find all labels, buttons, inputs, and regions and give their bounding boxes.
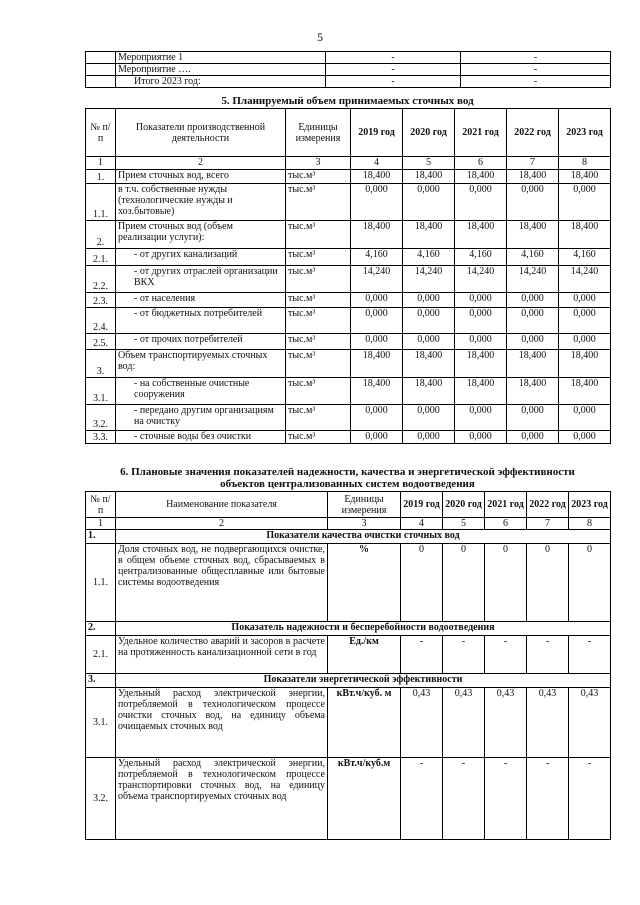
row-value: 18,400 <box>559 221 611 249</box>
row-value: 18,400 <box>455 350 507 378</box>
row-value: 0 <box>443 544 485 622</box>
top-row-value: - <box>461 64 611 76</box>
row-value: 0,000 <box>403 293 455 308</box>
row-value: 0,000 <box>507 293 559 308</box>
header-unit: Единицы измерения <box>328 492 401 518</box>
row-value: 0,43 <box>443 688 485 758</box>
row-value: - <box>443 758 485 840</box>
top-row-value: - <box>461 76 611 88</box>
row-value: 0,000 <box>403 334 455 350</box>
row-value: 0,000 <box>559 431 611 444</box>
row-value: 4,160 <box>455 249 507 266</box>
header-year: 2019 год <box>401 492 443 518</box>
row-value: 0,000 <box>455 431 507 444</box>
section5-row <box>86 266 611 293</box>
group-num: 3. <box>86 674 116 688</box>
section5-table <box>85 108 611 444</box>
row-value: 0,000 <box>403 431 455 444</box>
top-row-name: Мероприятие …. <box>116 64 326 76</box>
row-num: 1. <box>86 170 116 184</box>
header-num: № п/п <box>86 109 116 157</box>
row-value: 18,400 <box>403 378 455 405</box>
header-year: 2021 год <box>485 492 527 518</box>
section6-title-line1: 6. Плановые значения показателей надежности, качества и энергетической эффективности <box>120 466 575 478</box>
row-value: 0,000 <box>403 184 455 221</box>
row-value: 0,000 <box>351 431 403 444</box>
row-value: 0,43 <box>401 688 443 758</box>
section5-row <box>86 378 611 405</box>
row-value: 0 <box>485 544 527 622</box>
row-value: 0,000 <box>559 308 611 334</box>
row-value: 14,240 <box>351 266 403 293</box>
header-name: Показатели производственной деятельности <box>116 109 286 157</box>
row-value: 18,400 <box>351 221 403 249</box>
index-cell: 6 <box>455 157 507 170</box>
row-value: 18,400 <box>403 221 455 249</box>
header-num: № п/п <box>86 492 116 518</box>
index-cell: 8 <box>569 518 611 530</box>
row-value: - <box>485 636 527 674</box>
row-name: Удельное количество аварий и засоров в расчете на протяженность канализационной сети в год <box>116 636 328 674</box>
top-row-value: - <box>326 64 461 76</box>
top-row <box>86 76 611 88</box>
row-value: - <box>443 636 485 674</box>
section6-group-row <box>86 674 611 688</box>
top-row-value: - <box>461 52 611 64</box>
index-cell: 7 <box>527 518 569 530</box>
top-row <box>86 64 611 76</box>
header-unit: Единицы измерения <box>286 109 351 157</box>
header-year: 2022 год <box>507 109 559 157</box>
index-cell: 1 <box>86 157 116 170</box>
row-value: 18,400 <box>351 378 403 405</box>
top-summary-table <box>85 51 611 88</box>
index-cell: 4 <box>401 518 443 530</box>
row-value: 0,000 <box>351 184 403 221</box>
row-unit: тыс.м³ <box>286 266 351 293</box>
section6-group-row <box>86 530 611 544</box>
row-value: - <box>401 636 443 674</box>
row-unit: тыс.м³ <box>286 221 351 249</box>
section5-row <box>86 431 611 444</box>
row-value: 0,000 <box>507 184 559 221</box>
page-number: 5 <box>317 30 323 44</box>
section6-index-row <box>86 518 611 530</box>
row-value: 0,000 <box>455 184 507 221</box>
section5-title: 5. Планируемый объем принимаемых сточных вод <box>221 95 474 107</box>
row-value: 0,000 <box>351 293 403 308</box>
row-value: 4,160 <box>507 249 559 266</box>
row-name: - сточные воды без очистки <box>116 431 286 444</box>
index-cell: 3 <box>328 518 401 530</box>
section5-row <box>86 350 611 378</box>
row-value: - <box>401 758 443 840</box>
row-value: 0,43 <box>569 688 611 758</box>
row-value: 18,400 <box>559 350 611 378</box>
row-num: 2.4. <box>86 308 116 334</box>
row-unit: тыс.м³ <box>286 350 351 378</box>
section5-row <box>86 405 611 431</box>
section5-row <box>86 170 611 184</box>
row-value: - <box>569 636 611 674</box>
row-num: 3.1. <box>86 688 116 758</box>
row-unit: тыс.м³ <box>286 170 351 184</box>
section5-index-row <box>86 157 611 170</box>
row-num: 3.2. <box>86 758 116 840</box>
row-unit: тыс.м³ <box>286 378 351 405</box>
row-value: 0,000 <box>507 405 559 431</box>
row-value: 18,400 <box>455 378 507 405</box>
row-value: 0,000 <box>559 334 611 350</box>
row-num: 3.1. <box>86 378 116 405</box>
section6-row <box>86 544 611 622</box>
row-name: - от других отраслей организации ВКХ <box>116 266 286 293</box>
row-value: 18,400 <box>559 378 611 405</box>
row-value: 0 <box>569 544 611 622</box>
row-name: Прием сточных вод (объем реализации услуги): <box>116 221 286 249</box>
header-year: 2020 год <box>403 109 455 157</box>
row-unit: кВт.ч/куб. м <box>328 688 401 758</box>
row-value: 0,000 <box>351 334 403 350</box>
row-value: 0,43 <box>485 688 527 758</box>
row-value: 18,400 <box>351 170 403 184</box>
row-value: 0,000 <box>507 308 559 334</box>
row-value: 18,400 <box>507 221 559 249</box>
section5-row <box>86 334 611 350</box>
row-value: 0 <box>401 544 443 622</box>
row-unit: тыс.м³ <box>286 184 351 221</box>
row-name: - от бюджетных потребителей <box>116 308 286 334</box>
row-name: - на собственные очистные сооружения <box>116 378 286 405</box>
row-num: 2.1. <box>86 636 116 674</box>
group-num: 1. <box>86 530 116 544</box>
section6-row <box>86 688 611 758</box>
row-value: 0 <box>527 544 569 622</box>
row-value: 0,43 <box>527 688 569 758</box>
group-title: Показатель надежности и бесперебойности водоотведения <box>116 622 611 636</box>
row-unit: тыс.м³ <box>286 405 351 431</box>
section5-row <box>86 221 611 249</box>
row-value: 18,400 <box>455 170 507 184</box>
index-cell: 3 <box>286 157 351 170</box>
row-name: - от других канализаций <box>116 249 286 266</box>
row-num: 2.5. <box>86 334 116 350</box>
row-value: 14,240 <box>559 266 611 293</box>
row-value: 14,240 <box>455 266 507 293</box>
top-row-name: Итого 2023 год: <box>116 76 326 88</box>
row-num: 1.1. <box>86 184 116 221</box>
index-cell: 5 <box>443 518 485 530</box>
row-value: 18,400 <box>507 170 559 184</box>
row-value: 0,000 <box>559 184 611 221</box>
row-num: 3. <box>86 350 116 378</box>
row-name: Удельный расход электрической энергии, потребляемой в технологическом процессе очистки сточных вод, на единицу объема очищаемых сточных вод <box>116 688 328 758</box>
section6-header-row <box>86 492 611 518</box>
row-unit: тыс.м³ <box>286 308 351 334</box>
group-num: 2. <box>86 622 116 636</box>
row-num: 1.1. <box>86 544 116 622</box>
group-title: Показатели энергетической эффективности <box>116 674 611 688</box>
top-row <box>86 52 611 64</box>
row-name: Удельный расход электрической энергии, потребляемой в технологическом процессе транспортировки сточных вод, на единицу объема транспортируемых сточных вод <box>116 758 328 840</box>
index-cell: 7 <box>507 157 559 170</box>
index-cell: 2 <box>116 157 286 170</box>
row-num: 3.2. <box>86 405 116 431</box>
row-value: 18,400 <box>559 170 611 184</box>
row-num: 3.3. <box>86 431 116 444</box>
row-name: - от населения <box>116 293 286 308</box>
section5-row <box>86 249 611 266</box>
row-num: 2. <box>86 221 116 249</box>
section6-title-line2: объектов централизованных систем водоотведения <box>220 478 475 490</box>
row-value: - <box>569 758 611 840</box>
row-value: 0,000 <box>351 405 403 431</box>
index-cell: 2 <box>116 518 328 530</box>
row-name: Доля сточных вод, не подвергающихся очистке, в общем объеме сточных вод, сбрасываемых в централизованные общесплавные или бытовые системы водоотведения <box>116 544 328 622</box>
header-year: 2023 год <box>559 109 611 157</box>
row-value: 18,400 <box>351 350 403 378</box>
index-cell: 1 <box>86 518 116 530</box>
row-value: 0,000 <box>403 405 455 431</box>
header-year: 2023 год <box>569 492 611 518</box>
header-year: 2019 год <box>351 109 403 157</box>
section5-row <box>86 184 611 221</box>
header-year: 2021 год <box>455 109 507 157</box>
row-value: 18,400 <box>403 170 455 184</box>
row-unit: тыс.м³ <box>286 334 351 350</box>
row-unit: Ед./км <box>328 636 401 674</box>
row-num: 2.1. <box>86 249 116 266</box>
row-value: 4,160 <box>559 249 611 266</box>
row-name: - передано другим организациям на очистку <box>116 405 286 431</box>
section6-group-row <box>86 622 611 636</box>
row-num: 2.3. <box>86 293 116 308</box>
section5-header-row <box>86 109 611 157</box>
row-unit: кВт.ч/куб.м <box>328 758 401 840</box>
row-value: - <box>527 636 569 674</box>
row-value: - <box>485 758 527 840</box>
group-title: Показатели качества очистки сточных вод <box>116 530 611 544</box>
top-row-name: Мероприятие 1 <box>116 52 326 64</box>
row-value: 18,400 <box>403 350 455 378</box>
top-row-value: - <box>326 52 461 64</box>
row-value: 0,000 <box>455 334 507 350</box>
index-cell: 4 <box>351 157 403 170</box>
row-value: - <box>527 758 569 840</box>
row-value: 0,000 <box>507 431 559 444</box>
row-value: 4,160 <box>351 249 403 266</box>
row-value: 0,000 <box>455 293 507 308</box>
index-cell: 6 <box>485 518 527 530</box>
row-value: 18,400 <box>507 378 559 405</box>
row-name: Прием сточных вод, всего <box>116 170 286 184</box>
row-value: 18,400 <box>507 350 559 378</box>
row-value: 14,240 <box>507 266 559 293</box>
row-name: в т.ч. собственные нужды (технологические нужды и хоз.бытовые) <box>116 184 286 221</box>
row-value: 0,000 <box>403 308 455 334</box>
row-value: 0,000 <box>455 308 507 334</box>
row-name: Объем транспортируемых сточных вод: <box>116 350 286 378</box>
section6-table <box>85 491 611 840</box>
row-value: 4,160 <box>403 249 455 266</box>
section5-row <box>86 293 611 308</box>
row-unit: тыс.м³ <box>286 249 351 266</box>
header-year: 2020 год <box>443 492 485 518</box>
top-row-value: - <box>326 76 461 88</box>
header-year: 2022 год <box>527 492 569 518</box>
index-cell: 5 <box>403 157 455 170</box>
section6-row <box>86 636 611 674</box>
row-unit: тыс.м³ <box>286 431 351 444</box>
row-value: 0,000 <box>559 293 611 308</box>
row-value: 0,000 <box>351 308 403 334</box>
index-cell: 8 <box>559 157 611 170</box>
row-num: 2.2. <box>86 266 116 293</box>
row-value: 18,400 <box>455 221 507 249</box>
row-name: - от прочих потребителей <box>116 334 286 350</box>
row-unit: тыс.м³ <box>286 293 351 308</box>
row-value: 14,240 <box>403 266 455 293</box>
section6-row <box>86 758 611 840</box>
row-value: 0,000 <box>455 405 507 431</box>
row-value: 0,000 <box>507 334 559 350</box>
section5-row <box>86 308 611 334</box>
header-name: Наименование показателя <box>116 492 328 518</box>
row-value: 0,000 <box>559 405 611 431</box>
row-unit: % <box>328 544 401 622</box>
